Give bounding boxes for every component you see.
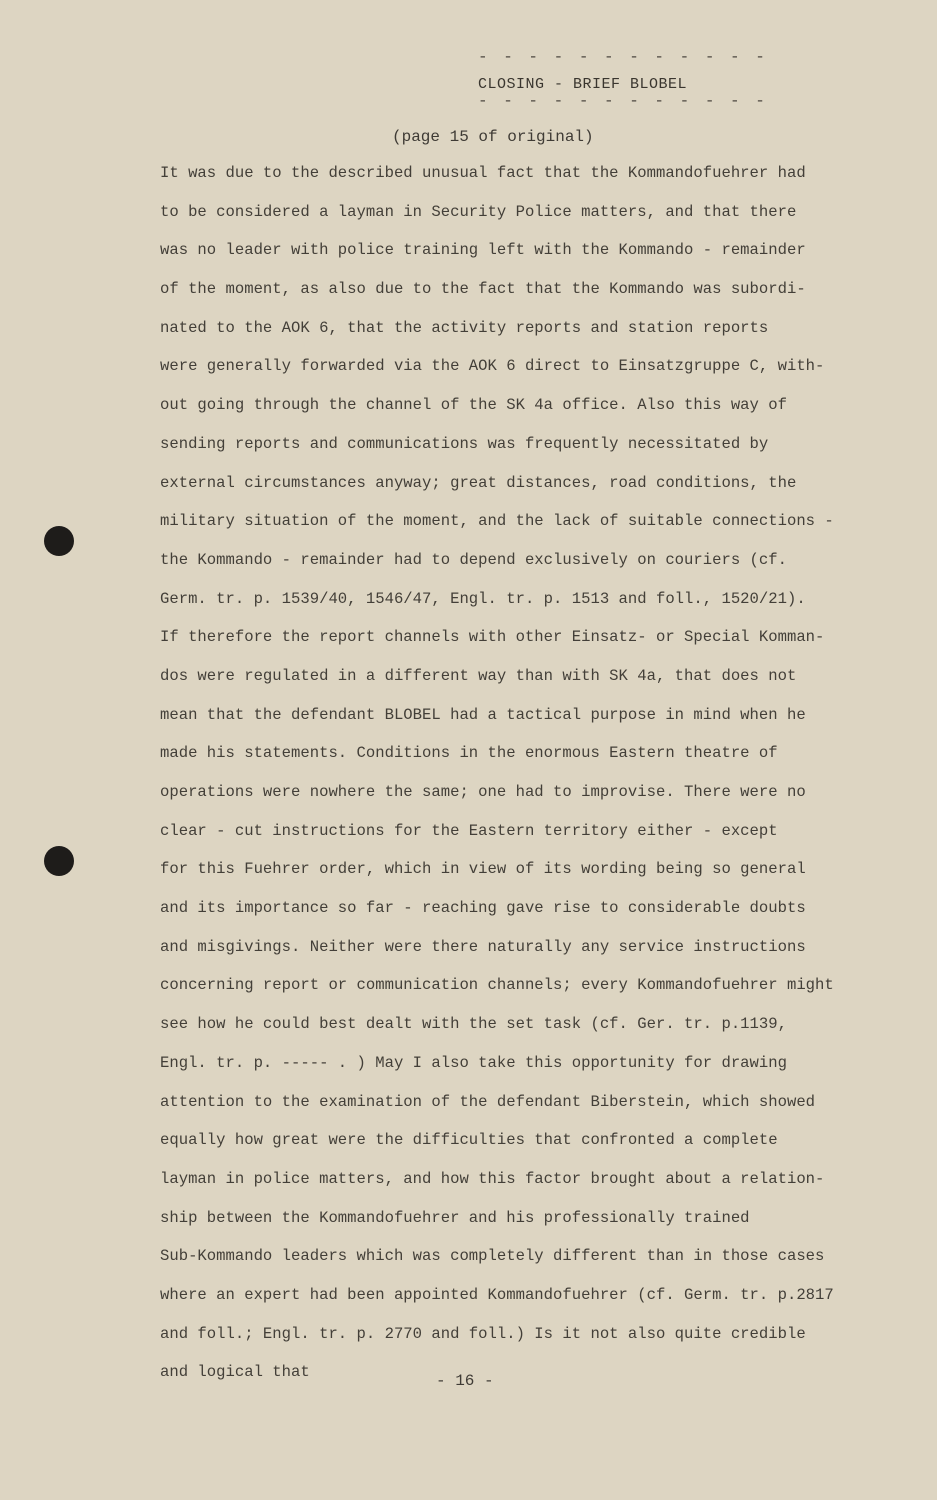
text-line: dos were regulated in a different way than with SK 4a, that does not: [160, 666, 797, 685]
heading-rule-top: - - - - - - - - - - - -: [478, 48, 768, 66]
text-line: for this Fuehrer order, which in view of its wording being so general: [160, 860, 806, 879]
text-line: Engl. tr. p. ----- . ) May I also take this opportunity for drawing: [160, 1053, 787, 1072]
text-line: made his statements. Conditions in the enormous Eastern theatre of: [160, 744, 778, 763]
page-number: - 16 -: [436, 1372, 494, 1390]
original-page-reference: (page 15 of original): [392, 128, 594, 146]
text-line: attention to the examination of the defendant Biberstein, which showed: [160, 1092, 816, 1111]
text-line: of the moment, as also due to the fact that the Kommando was subordi-: [160, 280, 806, 299]
punch-hole-top: [44, 526, 74, 556]
text-line: ship between the Kommandofuehrer and his professionally trained: [160, 1208, 750, 1227]
text-line: It was due to the described unusual fact that the Kommandofuehrer had: [160, 164, 806, 182]
text-line: to be considered a layman in Security Police matters, and that there: [160, 202, 797, 221]
text-line: military situation of the moment, and the lack of suitable connections -: [160, 512, 834, 531]
text-line: operations were nowhere the same; one had to improvise. There were no: [160, 783, 806, 801]
text-line: sending reports and communications was frequently necessitated by: [160, 434, 769, 453]
text-line: external circumstances anyway; great distances, road conditions, the: [160, 473, 797, 492]
text-line: where an expert had been appointed Kommandofuehrer (cf. Germ. tr. p.2817: [160, 1285, 834, 1304]
text-line: and logical that: [160, 1363, 310, 1382]
text-line: Sub-Kommando leaders which was completely different than in those cases: [160, 1247, 825, 1266]
text-line: If therefore the report channels with other Einsatz- or Special Komman-: [160, 628, 825, 647]
heading-rule-bottom: - - - - - - - - - - - -: [478, 92, 768, 110]
body-text: [160, 158, 865, 1396]
text-line: and its importance so far - reaching gave rise to considerable doubts: [160, 899, 806, 918]
text-line: and misgivings. Neither were there naturally any service instructions: [160, 937, 806, 956]
text-line: out going through the channel of the SK 4a office. Also this way of: [160, 396, 787, 415]
text-line: the Kommando - remainder had to depend exclusively on couriers (cf.: [160, 550, 787, 569]
text-line: equally how great were the difficulties that confronted a complete: [160, 1131, 778, 1150]
text-line: nated to the AOK 6, that the activity reports and station reports: [160, 318, 769, 337]
text-line: layman in police matters, and how this factor brought about a relation-: [160, 1169, 825, 1188]
text-line: clear - cut instructions for the Eastern territory either - except: [160, 821, 778, 840]
document-title: CLOSING - BRIEF BLOBEL: [478, 76, 688, 93]
text-line: mean that the defendant BLOBEL had a tactical purpose in mind when he: [160, 705, 806, 724]
text-line: see how he could best dealt with the set task (cf. Ger. tr. p.1139,: [160, 1015, 787, 1034]
text-line: and foll.; Engl. tr. p. 2770 and foll.) Is it not also quite credible: [160, 1324, 806, 1343]
punch-hole-bottom: [44, 846, 74, 876]
text-line: were generally forwarded via the AOK 6 direct to Einsatzgruppe C, with-: [160, 357, 825, 376]
text-line: Germ. tr. p. 1539/40, 1546/47, Engl. tr. p. 1513 and foll., 1520/21).: [160, 589, 806, 608]
text-line: was no leader with police training left with the Kommando - remainder: [160, 241, 806, 260]
text-line: concerning report or communication channels; every Kommandofuehrer might: [160, 976, 834, 995]
